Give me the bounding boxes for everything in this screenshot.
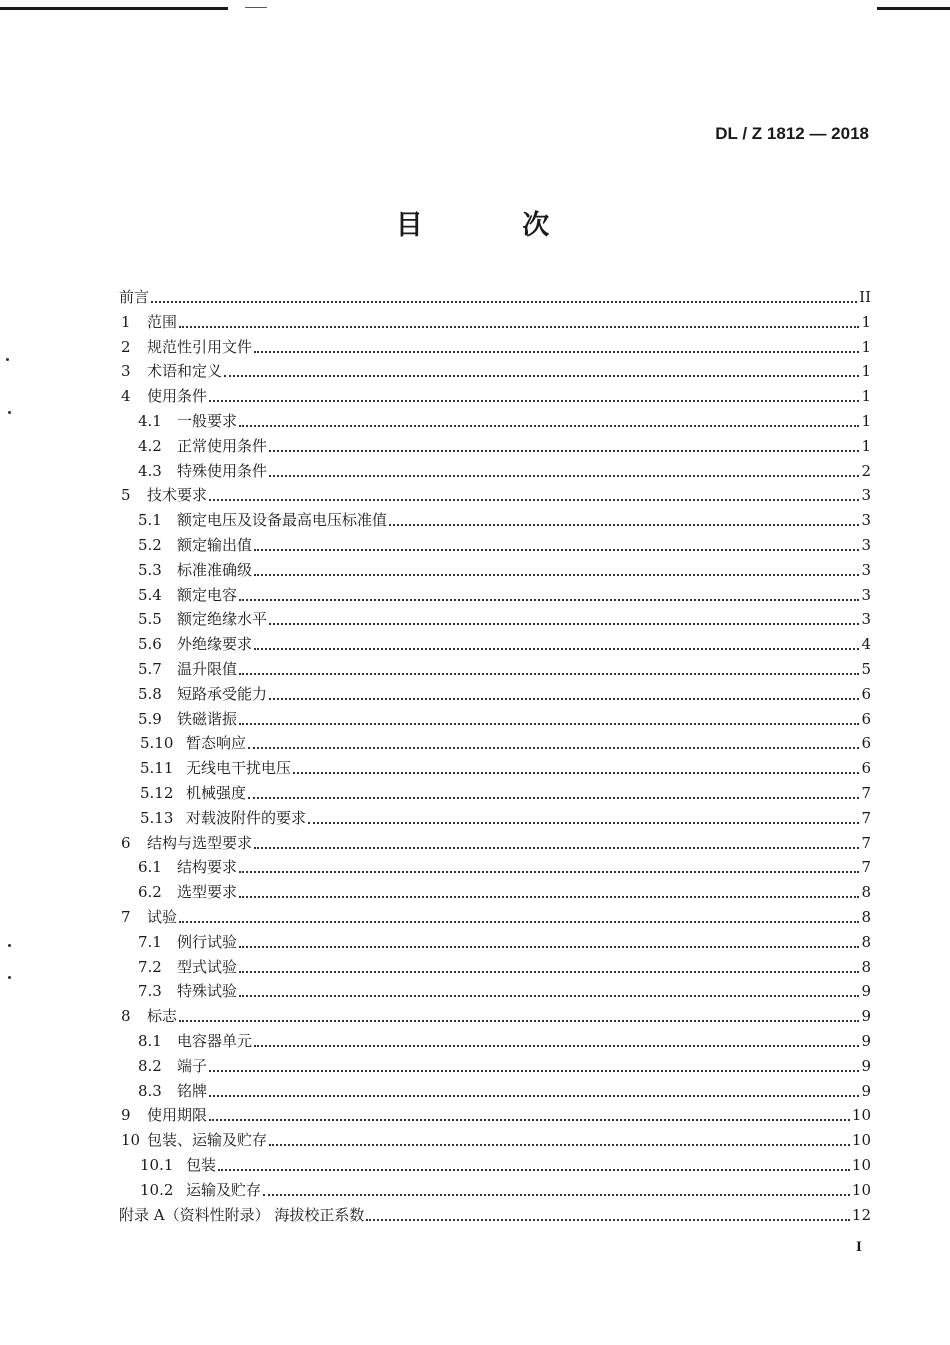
toc-entry[interactable] xyxy=(121,307,871,332)
toc-entry-page: 6 xyxy=(861,734,871,752)
toc-entry-page: 5 xyxy=(861,660,871,678)
toc-entry-number: 10 xyxy=(121,1131,141,1149)
margin-speck xyxy=(8,411,11,414)
toc-dot-leader xyxy=(179,326,859,328)
toc-dot-leader xyxy=(254,847,859,849)
toc-entry-page: 8 xyxy=(861,958,871,976)
toc-dot-leader xyxy=(269,623,859,625)
toc-entry-page: 9 xyxy=(861,1032,871,1050)
toc-dot-leader xyxy=(269,475,859,477)
toc-entry-label: 端子 xyxy=(177,1057,208,1075)
toc-entry-label: 术语和定义 xyxy=(147,362,223,380)
toc-entry[interactable] xyxy=(138,530,871,555)
toc-entry-number: 6.1 xyxy=(138,858,162,876)
toc-entry-page: 7 xyxy=(861,858,871,876)
toc-entry[interactable] xyxy=(138,852,871,877)
toc-dot-leader xyxy=(248,747,859,749)
toc-entry-page: 2 xyxy=(861,462,871,480)
toc-entry-page: 1 xyxy=(861,313,871,331)
toc-dot-leader xyxy=(179,921,859,923)
toc-entry-page: 8 xyxy=(861,883,871,901)
toc-entry-page: 9 xyxy=(861,1057,871,1075)
toc-entry-label: 附录 A（资料性附录） 海拔校正系数 xyxy=(119,1206,365,1224)
toc-entry-page: 7 xyxy=(861,834,871,852)
toc-entry[interactable] xyxy=(119,1200,871,1225)
toc-entry[interactable] xyxy=(121,828,871,853)
toc-entry-page: 1 xyxy=(861,387,871,405)
toc-entry-label: 使用条件 xyxy=(147,387,208,405)
toc-entry-number: 5.12 xyxy=(140,784,174,802)
toc-dot-leader xyxy=(263,1194,850,1196)
toc-entry[interactable] xyxy=(140,728,871,753)
toc-dot-leader xyxy=(254,574,859,576)
toc-entry-label: 例行试验 xyxy=(177,933,238,951)
toc-entry-number: 5.7 xyxy=(138,660,162,678)
toc-entry-number: 5 xyxy=(121,486,131,504)
toc-entry-label: 使用期限 xyxy=(147,1106,208,1124)
toc-entry[interactable] xyxy=(140,1150,871,1175)
toc-entry-page: 8 xyxy=(861,933,871,951)
toc-entry-page: 3 xyxy=(861,486,871,504)
toc-entry[interactable] xyxy=(121,356,871,381)
toc-entry-number: 5.4 xyxy=(138,586,162,604)
document-code: DL / Z 1812 — 2018 xyxy=(715,124,869,143)
toc-entry-page: 3 xyxy=(861,610,871,628)
toc-entry-page: 6 xyxy=(861,685,871,703)
page-title: 目 次 xyxy=(395,210,595,241)
toc-entry-label: 额定电容 xyxy=(177,586,238,604)
toc-dot-leader xyxy=(209,1119,850,1121)
toc-entry-number: 4.1 xyxy=(138,412,162,430)
toc-entry-number: 5.10 xyxy=(140,734,174,752)
toc-entry-page: 12 xyxy=(851,1206,871,1224)
toc-entry-number: 8 xyxy=(121,1007,131,1025)
top-rule-mid xyxy=(245,7,267,8)
toc-entry-label: 暂态响应 xyxy=(186,734,247,752)
toc-entry[interactable] xyxy=(140,1175,871,1200)
toc-entry-page: 10 xyxy=(851,1106,871,1124)
toc-entry[interactable] xyxy=(138,976,871,1001)
toc-entry-number: 5.3 xyxy=(138,561,162,579)
toc-entry-label: 一般要求 xyxy=(177,412,238,430)
toc-entry-label: 额定输出值 xyxy=(177,536,253,554)
toc-dot-leader xyxy=(239,425,859,427)
toc-entry-page: 1 xyxy=(861,362,871,380)
toc-entry-number: 5.2 xyxy=(138,536,162,554)
toc-entry-number: 4 xyxy=(121,387,131,405)
toc-entry[interactable] xyxy=(140,803,871,828)
toc-entry-number: 8.1 xyxy=(138,1032,162,1050)
toc-entry-page: 1 xyxy=(861,338,871,356)
toc-dot-leader xyxy=(209,400,859,402)
toc-entry-label: 标志 xyxy=(147,1007,178,1025)
toc-entry-page: 1 xyxy=(861,437,871,455)
toc-dot-leader xyxy=(254,1045,859,1047)
toc-entry[interactable] xyxy=(138,431,871,456)
toc-entry-label: 前言 xyxy=(119,288,150,306)
toc-entry-label: 外绝缘要求 xyxy=(177,635,253,653)
toc-dot-leader xyxy=(239,871,859,873)
toc-dot-leader xyxy=(151,301,857,303)
toc-entry-page: 7 xyxy=(861,784,871,802)
toc-entry[interactable] xyxy=(138,604,871,629)
toc-entry[interactable] xyxy=(138,927,871,952)
toc-dot-leader xyxy=(209,1070,859,1072)
toc-entry[interactable] xyxy=(121,1125,871,1150)
toc-dot-leader xyxy=(239,673,859,675)
toc-entry-number: 7 xyxy=(121,908,131,926)
toc-entry-label: 额定绝缘水平 xyxy=(177,610,268,628)
toc-entry-label: 包装、运输及贮存 xyxy=(147,1131,268,1149)
toc-entry-label: 特殊使用条件 xyxy=(177,462,268,480)
toc-entry-number: 2 xyxy=(121,338,131,356)
toc-dot-leader xyxy=(269,450,859,452)
toc-entry-label: 结构与选型要求 xyxy=(147,834,253,852)
toc-entry-number: 4.2 xyxy=(138,437,162,455)
toc-entry-page: II xyxy=(859,288,871,306)
toc-entry-number: 5.6 xyxy=(138,635,162,653)
toc-entry-number: 10.1 xyxy=(140,1156,174,1174)
toc-entry-label: 特殊试验 xyxy=(177,982,238,1000)
toc-entry-page: 4 xyxy=(861,635,871,653)
toc-entry-number: 1 xyxy=(121,313,131,331)
toc-entry[interactable] xyxy=(119,282,871,307)
toc-entry-number: 5.8 xyxy=(138,685,162,703)
toc-entry-page: 10 xyxy=(851,1181,871,1199)
toc-entry-label: 电容器单元 xyxy=(177,1032,253,1050)
toc-entry[interactable] xyxy=(138,1026,871,1051)
toc-entry-number: 5.5 xyxy=(138,610,162,628)
toc-entry-page: 9 xyxy=(861,1007,871,1025)
toc-entry-page: 3 xyxy=(861,511,871,529)
toc-entry-number: 7.3 xyxy=(138,982,162,1000)
top-rule-left xyxy=(0,7,228,10)
toc-dot-leader xyxy=(239,946,859,948)
margin-speck xyxy=(8,944,11,947)
toc-entry[interactable] xyxy=(121,902,871,927)
toc-entry[interactable] xyxy=(121,381,871,406)
toc-dot-leader xyxy=(308,822,859,824)
toc-entry[interactable] xyxy=(121,480,871,505)
toc-entry[interactable] xyxy=(121,1001,871,1026)
toc-entry-page: 3 xyxy=(861,561,871,579)
toc-entry-number: 5.9 xyxy=(138,710,162,728)
toc-entry-label: 型式试验 xyxy=(177,958,238,976)
toc-entry[interactable] xyxy=(138,952,871,977)
toc-entry-number: 5.1 xyxy=(138,511,162,529)
toc-entry[interactable] xyxy=(138,406,871,431)
toc-entry-number: 5.11 xyxy=(140,759,174,777)
toc-entry-number: 3 xyxy=(121,362,131,380)
toc-entry-number: 7.1 xyxy=(138,933,162,951)
toc-dot-leader xyxy=(366,1219,850,1221)
toc-dot-leader xyxy=(254,549,859,551)
margin-speck xyxy=(8,976,11,979)
toc-entry-page: 6 xyxy=(861,710,871,728)
toc-entry-page: 7 xyxy=(861,809,871,827)
toc-dot-leader xyxy=(224,375,859,377)
toc-dot-leader xyxy=(254,351,859,353)
toc-dot-leader xyxy=(209,499,859,501)
toc-entry-label: 额定电压及设备最高电压标准值 xyxy=(177,511,388,529)
toc-entry-label: 选型要求 xyxy=(177,883,238,901)
toc-dot-leader xyxy=(269,1144,850,1146)
toc-entry-number: 8.2 xyxy=(138,1057,162,1075)
toc-entry[interactable] xyxy=(138,580,871,605)
toc-dot-leader xyxy=(248,797,859,799)
toc-entry-number: 7.2 xyxy=(138,958,162,976)
toc-dot-leader xyxy=(239,723,859,725)
toc-entry-label: 温升限值 xyxy=(177,660,238,678)
toc-entry-page: 8 xyxy=(861,908,871,926)
top-rule-right xyxy=(877,7,950,10)
toc-entry-label: 无线电干扰电压 xyxy=(186,759,292,777)
toc-entry-label: 铁磁谐振 xyxy=(177,710,238,728)
toc-entry[interactable] xyxy=(138,629,871,654)
toc-entry-label: 短路承受能力 xyxy=(177,685,268,703)
toc-entry-page: 1 xyxy=(861,412,871,430)
toc-entry[interactable] xyxy=(140,753,871,778)
toc-entry-label: 范围 xyxy=(147,313,178,331)
toc-entry[interactable] xyxy=(138,456,871,481)
toc-entry[interactable] xyxy=(138,505,871,530)
toc-entry-number: 9 xyxy=(121,1106,131,1124)
toc-dot-leader xyxy=(239,971,859,973)
toc-entry-number: 5.13 xyxy=(140,809,174,827)
toc-entry-number: 10.2 xyxy=(140,1181,174,1199)
toc-entry-page: 6 xyxy=(861,759,871,777)
toc-entry-label: 技术要求 xyxy=(147,486,208,504)
toc-entry[interactable] xyxy=(138,555,871,580)
toc-dot-leader xyxy=(293,772,859,774)
toc-entry-label: 对载波附件的要求 xyxy=(186,809,307,827)
toc-dot-leader xyxy=(239,995,859,997)
toc-entry[interactable] xyxy=(138,1076,871,1101)
toc-entry-label: 试验 xyxy=(147,908,178,926)
toc-entry-page: 3 xyxy=(861,586,871,604)
toc-dot-leader xyxy=(239,896,859,898)
margin-speck xyxy=(6,358,9,361)
toc-entry[interactable] xyxy=(140,778,871,803)
toc-entry-label: 规范性引用文件 xyxy=(147,338,253,356)
toc-entry-page: 10 xyxy=(851,1131,871,1149)
toc-entry[interactable] xyxy=(138,704,871,729)
toc-entry-number: 6 xyxy=(121,834,131,852)
toc-entry-label: 包装 xyxy=(186,1156,217,1174)
toc-dot-leader xyxy=(209,1095,859,1097)
toc-entry-number: 6.2 xyxy=(138,883,162,901)
toc-dot-leader xyxy=(254,648,859,650)
toc-entry[interactable] xyxy=(138,679,871,704)
toc-entry[interactable] xyxy=(121,332,871,357)
toc-entry-label: 标准准确级 xyxy=(177,561,253,579)
toc-entry-label: 结构要求 xyxy=(177,858,238,876)
toc-dot-leader xyxy=(389,524,859,526)
toc-entry-label: 机械强度 xyxy=(186,784,247,802)
toc-entry-page: 3 xyxy=(861,536,871,554)
toc-entry-number: 4.3 xyxy=(138,462,162,480)
toc-entry-label: 铭牌 xyxy=(177,1082,208,1100)
toc-entry-label: 运输及贮存 xyxy=(186,1181,262,1199)
toc-entry[interactable] xyxy=(138,877,871,902)
page-number: I xyxy=(856,1239,862,1255)
toc-entry[interactable] xyxy=(138,1051,871,1076)
toc-entry-number: 8.3 xyxy=(138,1082,162,1100)
toc-entry[interactable] xyxy=(121,1100,871,1125)
toc-entry-page: 10 xyxy=(851,1156,871,1174)
toc-entry[interactable] xyxy=(138,654,871,679)
toc-dot-leader xyxy=(239,599,859,601)
toc-entry-page: 9 xyxy=(861,1082,871,1100)
toc-dot-leader xyxy=(218,1169,850,1171)
toc-entry-page: 9 xyxy=(861,982,871,1000)
toc-dot-leader xyxy=(269,698,859,700)
toc-dot-leader xyxy=(179,1020,859,1022)
toc-entry-label: 正常使用条件 xyxy=(177,437,268,455)
